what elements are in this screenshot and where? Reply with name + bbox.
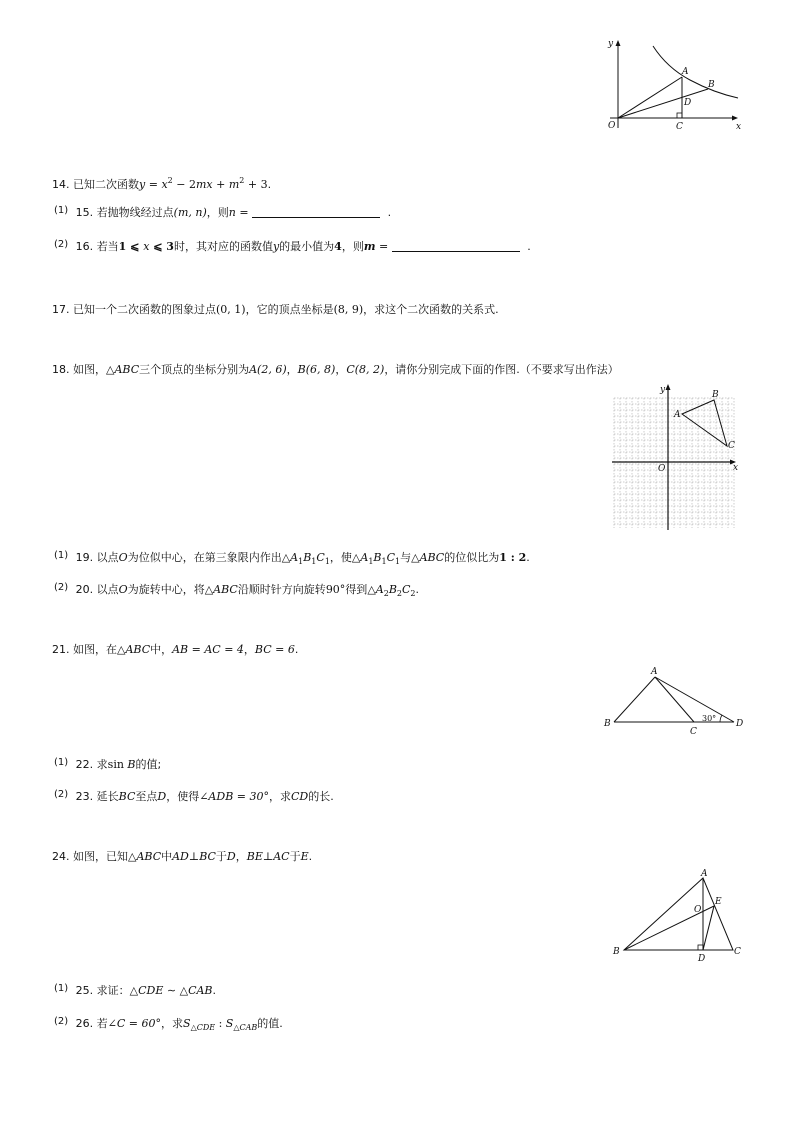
- segment-oa: [618, 77, 682, 118]
- question-20: (2) 20. 以点O为旋转中心，将△ABC沿顺时针方向旋转90°得到$\triangle A_2B_2C_2$.: [54, 582, 420, 598]
- x-axis-arrow: [732, 116, 738, 121]
- triangle-abc: [624, 878, 733, 950]
- label-a: A: [651, 667, 658, 677]
- label-b: B: [613, 947, 620, 957]
- question-23: (2) 23. 延长BC至点D，使得∠ADB = 30°，求CD的长.: [54, 789, 334, 803]
- question-18: 18. 如图，△ABC三个顶点的坐标分别为A(2, 6)，B(6, 8)，C(8, 2)，请你分别完成下面的作图.（不要求写出作法）: [52, 363, 619, 376]
- label-b: B: [712, 390, 719, 400]
- label-o: O: [658, 464, 666, 474]
- label-a: A: [682, 67, 689, 77]
- label-c: C: [728, 441, 735, 451]
- figure-triangle-altitudes: [610, 868, 750, 968]
- label-y: y: [608, 39, 614, 49]
- question-25: (1) 25. 求证：△CDE ∼ △CAB.: [54, 983, 217, 997]
- segment-ab: [614, 677, 655, 722]
- label-d: D: [698, 954, 706, 964]
- label-x: x: [733, 463, 739, 473]
- question-22: (1) 22. 求sin B的值;: [54, 757, 162, 771]
- question-17: 17. 已知一个二次函数的图象过点(0, 1)，它的顶点坐标是(8, 9)，求这个二次函数的关系式.: [52, 303, 499, 316]
- label-c: C: [690, 727, 697, 737]
- right-angle-mark: [698, 945, 703, 950]
- label-e: E: [715, 897, 722, 907]
- question-14: 14. 已知二次函数$y = x^2 - 2mx + m^2 + 3$.: [52, 176, 272, 191]
- label-angle: 30°: [702, 714, 717, 723]
- question-19: (1) 19. 以点O为位似中心，在第三象限内作出$\triangle A_1B_1C_1$，使$\triangle A_1B_1C_1$与△ABC的位似比为1 : 2.: [54, 550, 530, 566]
- label-c: C: [676, 122, 683, 132]
- triangle-abc: [682, 400, 727, 446]
- question-26: (2) 26. 若∠C = 60°，求$S_{\triangle CDE}$ : $S_{\triangle CAB}$的值.: [54, 1016, 283, 1032]
- question-24: 24. 如图，已知△ABC中AD⊥BC于D，BE⊥AC于E.: [52, 850, 313, 863]
- figure-grid-triangle: [612, 382, 742, 532]
- label-y: y: [660, 385, 666, 395]
- hyperbola-curve: [653, 46, 738, 98]
- label-a: A: [674, 410, 681, 420]
- answer-blank-15[interactable]: [252, 207, 380, 218]
- question-16: (2) 16. 若当1 ⩽ x ⩽ 3时，其对应的函数值y的最小值为4，则m = .: [54, 239, 531, 253]
- label-c: C: [734, 947, 741, 957]
- label-o: O: [608, 121, 616, 131]
- label-d: D: [736, 719, 744, 729]
- y-axis-arrow: [616, 40, 621, 46]
- answer-blank-16[interactable]: [392, 241, 520, 252]
- label-x: x: [736, 122, 742, 132]
- figure-hyperbola: [590, 36, 750, 136]
- label-d: D: [684, 98, 692, 108]
- segment-ac: [655, 677, 694, 722]
- question-21: 21. 如图，在△ABC中，AB = AC = 4，BC = 6.: [52, 643, 299, 656]
- label-b: B: [604, 719, 611, 729]
- segment-de: [703, 906, 714, 950]
- angle-arc: [720, 715, 722, 722]
- right-angle-mark: [677, 113, 682, 118]
- y-axis-arrow: [666, 384, 671, 390]
- label-a: A: [701, 869, 708, 879]
- figure-triangle-extension: [600, 664, 750, 739]
- question-15: (1) 15. 若抛物线经过点(m, n)，则n = .: [54, 205, 392, 219]
- segment-ob: [618, 89, 708, 118]
- label-b: B: [708, 80, 715, 90]
- label-o: O: [694, 905, 702, 915]
